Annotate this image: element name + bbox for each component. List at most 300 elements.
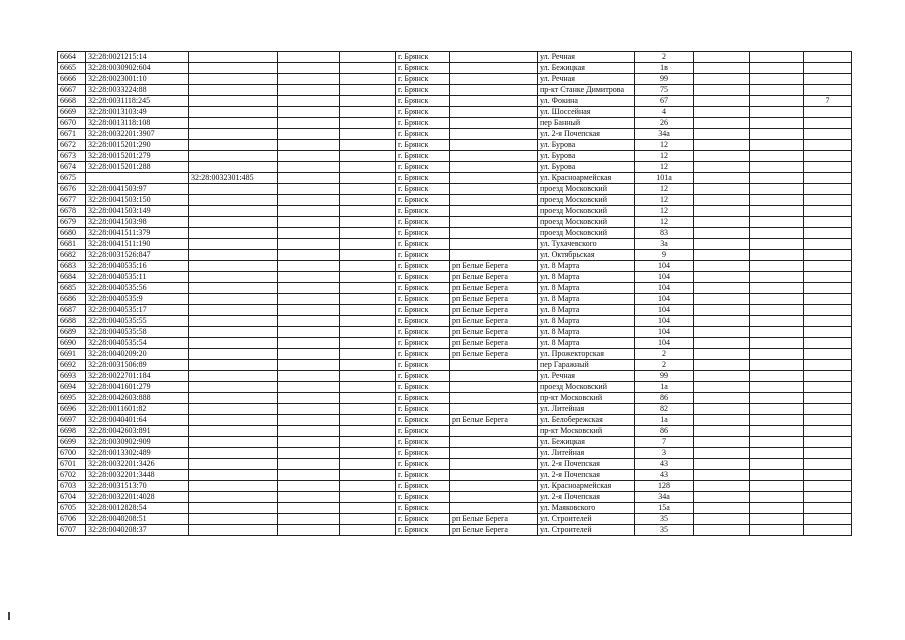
empty-cell bbox=[750, 338, 804, 349]
cadastral-number-cell: 32:28:0041503:150 bbox=[86, 195, 189, 206]
street-cell: ул. 8 Марта bbox=[538, 316, 635, 327]
empty-cell bbox=[750, 404, 804, 415]
alt-cadastral-number-cell bbox=[189, 52, 278, 63]
cadastral-number-cell: 32:28:0015201:279 bbox=[86, 151, 189, 162]
settlement-cell bbox=[450, 85, 538, 96]
extra-cell: 7 bbox=[804, 96, 852, 107]
street-cell: ул. Строителей bbox=[538, 525, 635, 536]
alt-cadastral-number-cell bbox=[189, 470, 278, 481]
extra-cell bbox=[804, 85, 852, 96]
table-row bbox=[58, 173, 852, 184]
alt-cadastral-number-cell bbox=[189, 448, 278, 459]
street-cell: ул. Литейная bbox=[538, 404, 635, 415]
extra-cell bbox=[804, 305, 852, 316]
empty-cell bbox=[694, 74, 750, 85]
empty-cell bbox=[278, 437, 340, 448]
table-row bbox=[58, 437, 852, 448]
street-cell: ул. Белобережская bbox=[538, 415, 635, 426]
empty-cell bbox=[694, 338, 750, 349]
house-cell: 15а bbox=[635, 503, 694, 514]
city-cell: г. Брянск bbox=[396, 151, 450, 162]
empty-cell bbox=[278, 184, 340, 195]
extra-cell bbox=[804, 63, 852, 74]
alt-cadastral-number-cell bbox=[189, 393, 278, 404]
city-cell: г. Брянск bbox=[396, 360, 450, 371]
street-cell: пр-кт Московский bbox=[538, 426, 635, 437]
house-cell: 75 bbox=[635, 85, 694, 96]
table-row bbox=[58, 63, 852, 74]
house-cell: 3 bbox=[635, 448, 694, 459]
house-cell: 2 bbox=[635, 360, 694, 371]
empty-cell bbox=[750, 217, 804, 228]
house-cell: 67 bbox=[635, 96, 694, 107]
empty-cell bbox=[750, 448, 804, 459]
house-cell: 35 bbox=[635, 525, 694, 536]
empty-cell bbox=[340, 129, 396, 140]
street-cell: ул. Бежицкая bbox=[538, 63, 635, 74]
row-number-cell: 6692 bbox=[58, 360, 86, 371]
empty-cell bbox=[694, 52, 750, 63]
empty-cell bbox=[340, 74, 396, 85]
empty-cell bbox=[278, 239, 340, 250]
empty-cell bbox=[750, 52, 804, 63]
street-cell: ул. 8 Марта bbox=[538, 283, 635, 294]
scan-edge-mark bbox=[8, 612, 10, 620]
empty-cell bbox=[750, 360, 804, 371]
city-cell: г. Брянск bbox=[396, 107, 450, 118]
alt-cadastral-number-cell bbox=[189, 85, 278, 96]
cadastral-number-cell: 32:28:0015201:290 bbox=[86, 140, 189, 151]
cadastral-number-cell: 32:28:0041503:98 bbox=[86, 217, 189, 228]
house-cell: 86 bbox=[635, 426, 694, 437]
alt-cadastral-number-cell bbox=[189, 162, 278, 173]
alt-cadastral-number-cell bbox=[189, 140, 278, 151]
row-number-cell: 6665 bbox=[58, 63, 86, 74]
table-row bbox=[58, 96, 852, 107]
alt-cadastral-number-cell bbox=[189, 129, 278, 140]
empty-cell bbox=[750, 173, 804, 184]
table-row bbox=[58, 52, 852, 63]
empty-cell bbox=[694, 316, 750, 327]
empty-cell bbox=[278, 151, 340, 162]
empty-cell bbox=[340, 481, 396, 492]
empty-cell bbox=[340, 272, 396, 283]
settlement-cell bbox=[450, 239, 538, 250]
empty-cell bbox=[694, 426, 750, 437]
row-number-cell: 6683 bbox=[58, 261, 86, 272]
extra-cell bbox=[804, 393, 852, 404]
cadastral-number-cell: 32:28:0040535:17 bbox=[86, 305, 189, 316]
row-number-cell: 6700 bbox=[58, 448, 86, 459]
empty-cell bbox=[750, 503, 804, 514]
house-cell: 104 bbox=[635, 283, 694, 294]
row-number-cell: 6671 bbox=[58, 129, 86, 140]
settlement-cell bbox=[450, 96, 538, 107]
cadastral-number-cell: 32:28:0041601:279 bbox=[86, 382, 189, 393]
empty-cell bbox=[340, 437, 396, 448]
city-cell: г. Брянск bbox=[396, 305, 450, 316]
cadastral-number-cell: 32:28:0032201:3448 bbox=[86, 470, 189, 481]
table-row bbox=[58, 360, 852, 371]
empty-cell bbox=[694, 96, 750, 107]
empty-cell bbox=[340, 492, 396, 503]
alt-cadastral-number-cell bbox=[189, 415, 278, 426]
extra-cell bbox=[804, 426, 852, 437]
row-number-cell: 6682 bbox=[58, 250, 86, 261]
row-number-cell: 6702 bbox=[58, 470, 86, 481]
empty-cell bbox=[694, 272, 750, 283]
empty-cell bbox=[694, 382, 750, 393]
alt-cadastral-number-cell bbox=[189, 294, 278, 305]
alt-cadastral-number-cell bbox=[189, 492, 278, 503]
extra-cell bbox=[804, 437, 852, 448]
empty-cell bbox=[750, 250, 804, 261]
street-cell: ул. 8 Марта bbox=[538, 272, 635, 283]
house-cell: 101а bbox=[635, 173, 694, 184]
extra-cell bbox=[804, 195, 852, 206]
extra-cell bbox=[804, 514, 852, 525]
empty-cell bbox=[340, 206, 396, 217]
extra-cell bbox=[804, 470, 852, 481]
table-row bbox=[58, 525, 852, 536]
alt-cadastral-number-cell bbox=[189, 272, 278, 283]
city-cell: г. Брянск bbox=[396, 470, 450, 481]
alt-cadastral-number-cell bbox=[189, 228, 278, 239]
extra-cell bbox=[804, 52, 852, 63]
settlement-cell: рп Белые Берега bbox=[450, 316, 538, 327]
extra-cell bbox=[804, 294, 852, 305]
settlement-cell: рп Белые Берега bbox=[450, 305, 538, 316]
settlement-cell: рп Белые Берега bbox=[450, 261, 538, 272]
settlement-cell bbox=[450, 426, 538, 437]
row-number-cell: 6705 bbox=[58, 503, 86, 514]
settlement-cell: рп Белые Берега bbox=[450, 294, 538, 305]
empty-cell bbox=[694, 294, 750, 305]
empty-cell bbox=[750, 481, 804, 492]
empty-cell bbox=[340, 118, 396, 129]
cadastral-number-cell: 32:28:0032201:4028 bbox=[86, 492, 189, 503]
empty-cell bbox=[340, 470, 396, 481]
settlement-cell bbox=[450, 250, 538, 261]
empty-cell bbox=[278, 63, 340, 74]
row-number-cell: 6677 bbox=[58, 195, 86, 206]
city-cell: г. Брянск bbox=[396, 239, 450, 250]
alt-cadastral-number-cell bbox=[189, 503, 278, 514]
empty-cell bbox=[340, 217, 396, 228]
settlement-cell: рп Белые Берега bbox=[450, 338, 538, 349]
empty-cell bbox=[340, 360, 396, 371]
empty-cell bbox=[750, 107, 804, 118]
row-number-cell: 6706 bbox=[58, 514, 86, 525]
city-cell: г. Брянск bbox=[396, 195, 450, 206]
row-number-cell: 6676 bbox=[58, 184, 86, 195]
street-cell: ул. Бурова bbox=[538, 162, 635, 173]
alt-cadastral-number-cell bbox=[189, 261, 278, 272]
empty-cell bbox=[750, 151, 804, 162]
alt-cadastral-number-cell bbox=[189, 338, 278, 349]
extra-cell bbox=[804, 129, 852, 140]
settlement-cell bbox=[450, 492, 538, 503]
table-row bbox=[58, 503, 852, 514]
table-row bbox=[58, 250, 852, 261]
table-row bbox=[58, 492, 852, 503]
empty-cell bbox=[340, 459, 396, 470]
table-row bbox=[58, 393, 852, 404]
cadastral-number-cell bbox=[86, 173, 189, 184]
empty-cell bbox=[278, 206, 340, 217]
house-cell: 2 bbox=[635, 52, 694, 63]
city-cell: г. Брянск bbox=[396, 448, 450, 459]
house-cell: 12 bbox=[635, 195, 694, 206]
house-cell: 7 bbox=[635, 437, 694, 448]
empty-cell bbox=[278, 140, 340, 151]
empty-cell bbox=[694, 437, 750, 448]
empty-cell bbox=[750, 162, 804, 173]
empty-cell bbox=[694, 283, 750, 294]
alt-cadastral-number-cell bbox=[189, 151, 278, 162]
table-row bbox=[58, 129, 852, 140]
empty-cell bbox=[278, 338, 340, 349]
empty-cell bbox=[750, 349, 804, 360]
city-cell: г. Брянск bbox=[396, 261, 450, 272]
settlement-cell bbox=[450, 360, 538, 371]
house-cell: 86 bbox=[635, 393, 694, 404]
empty-cell bbox=[694, 525, 750, 536]
house-cell: 128 bbox=[635, 481, 694, 492]
extra-cell bbox=[804, 283, 852, 294]
empty-cell bbox=[694, 151, 750, 162]
row-number-cell: 6707 bbox=[58, 525, 86, 536]
empty-cell bbox=[750, 228, 804, 239]
cadastral-number-cell: 32:28:0031513:70 bbox=[86, 481, 189, 492]
settlement-cell bbox=[450, 74, 538, 85]
empty-cell bbox=[750, 426, 804, 437]
row-number-cell: 6667 bbox=[58, 85, 86, 96]
house-cell: 82 bbox=[635, 404, 694, 415]
cadastral-number-cell: 32:28:0030902:604 bbox=[86, 63, 189, 74]
extra-cell bbox=[804, 481, 852, 492]
extra-cell bbox=[804, 349, 852, 360]
house-cell: 104 bbox=[635, 338, 694, 349]
city-cell: г. Брянск bbox=[396, 74, 450, 85]
empty-cell bbox=[278, 305, 340, 316]
alt-cadastral-number-cell bbox=[189, 74, 278, 85]
empty-cell bbox=[694, 162, 750, 173]
city-cell: г. Брянск bbox=[396, 492, 450, 503]
table-row bbox=[58, 371, 852, 382]
cadastral-number-cell: 32:28:0040401:64 bbox=[86, 415, 189, 426]
alt-cadastral-number-cell bbox=[189, 107, 278, 118]
empty-cell bbox=[694, 327, 750, 338]
settlement-cell: рп Белые Берега bbox=[450, 525, 538, 536]
empty-cell bbox=[278, 525, 340, 536]
settlement-cell bbox=[450, 437, 538, 448]
empty-cell bbox=[750, 382, 804, 393]
alt-cadastral-number-cell bbox=[189, 316, 278, 327]
house-cell: 99 bbox=[635, 371, 694, 382]
empty-cell bbox=[340, 415, 396, 426]
empty-cell bbox=[694, 448, 750, 459]
extra-cell bbox=[804, 338, 852, 349]
empty-cell bbox=[750, 184, 804, 195]
house-cell: 12 bbox=[635, 217, 694, 228]
table-row bbox=[58, 514, 852, 525]
extra-cell bbox=[804, 459, 852, 470]
city-cell: г. Брянск bbox=[396, 349, 450, 360]
alt-cadastral-number-cell bbox=[189, 481, 278, 492]
street-cell: пр-кт Московский bbox=[538, 393, 635, 404]
empty-cell bbox=[750, 118, 804, 129]
extra-cell bbox=[804, 525, 852, 536]
city-cell: г. Брянск bbox=[396, 283, 450, 294]
cadastral-number-cell: 32:28:0013302:489 bbox=[86, 448, 189, 459]
cadastral-number-cell: 32:28:0040535:58 bbox=[86, 327, 189, 338]
empty-cell bbox=[750, 195, 804, 206]
extra-cell bbox=[804, 371, 852, 382]
street-cell: проезд Московский bbox=[538, 228, 635, 239]
row-number-cell: 6684 bbox=[58, 272, 86, 283]
alt-cadastral-number-cell bbox=[189, 426, 278, 437]
empty-cell bbox=[694, 195, 750, 206]
street-cell: проезд Московский bbox=[538, 217, 635, 228]
alt-cadastral-number-cell bbox=[189, 217, 278, 228]
empty-cell bbox=[694, 118, 750, 129]
empty-cell bbox=[278, 118, 340, 129]
row-number-cell: 6675 bbox=[58, 173, 86, 184]
empty-cell bbox=[278, 129, 340, 140]
empty-cell bbox=[278, 371, 340, 382]
empty-cell bbox=[340, 283, 396, 294]
empty-cell bbox=[340, 503, 396, 514]
settlement-cell bbox=[450, 195, 538, 206]
table-row bbox=[58, 294, 852, 305]
street-cell: пер Гаражный bbox=[538, 360, 635, 371]
empty-cell bbox=[278, 426, 340, 437]
street-cell: ул. Бурова bbox=[538, 140, 635, 151]
empty-cell bbox=[750, 437, 804, 448]
row-number-cell: 6694 bbox=[58, 382, 86, 393]
row-number-cell: 6696 bbox=[58, 404, 86, 415]
street-cell: ул. Литейная bbox=[538, 448, 635, 459]
city-cell: г. Брянск bbox=[396, 294, 450, 305]
settlement-cell bbox=[450, 206, 538, 217]
empty-cell bbox=[278, 316, 340, 327]
row-number-cell: 6670 bbox=[58, 118, 86, 129]
settlement-cell bbox=[450, 481, 538, 492]
alt-cadastral-number-cell bbox=[189, 404, 278, 415]
empty-cell bbox=[694, 261, 750, 272]
street-cell: проезд Московский bbox=[538, 195, 635, 206]
house-cell: 9 bbox=[635, 250, 694, 261]
city-cell: г. Брянск bbox=[396, 404, 450, 415]
alt-cadastral-number-cell bbox=[189, 195, 278, 206]
empty-cell bbox=[340, 404, 396, 415]
row-number-cell: 6690 bbox=[58, 338, 86, 349]
extra-cell bbox=[804, 404, 852, 415]
empty-cell bbox=[750, 514, 804, 525]
city-cell: г. Брянск bbox=[396, 129, 450, 140]
empty-cell bbox=[750, 393, 804, 404]
table-row bbox=[58, 118, 852, 129]
empty-cell bbox=[278, 195, 340, 206]
city-cell: г. Брянск bbox=[396, 415, 450, 426]
alt-cadastral-number-cell bbox=[189, 118, 278, 129]
settlement-cell bbox=[450, 393, 538, 404]
cadastral-number-cell: 32:28:0023001:10 bbox=[86, 74, 189, 85]
street-cell: ул. Красноармейская bbox=[538, 481, 635, 492]
empty-cell bbox=[340, 294, 396, 305]
table-row bbox=[58, 217, 852, 228]
alt-cadastral-number-cell bbox=[189, 525, 278, 536]
cadastral-number-cell: 32:28:0042603:891 bbox=[86, 426, 189, 437]
empty-cell bbox=[750, 415, 804, 426]
empty-cell bbox=[694, 371, 750, 382]
extra-cell bbox=[804, 239, 852, 250]
empty-cell bbox=[340, 426, 396, 437]
house-cell: 2 bbox=[635, 349, 694, 360]
table-row bbox=[58, 448, 852, 459]
empty-cell bbox=[750, 272, 804, 283]
city-cell: г. Брянск bbox=[396, 481, 450, 492]
cadastral-number-cell: 32:28:0015201:288 bbox=[86, 162, 189, 173]
house-cell: 104 bbox=[635, 305, 694, 316]
cadastral-number-cell: 32:28:0040209:20 bbox=[86, 349, 189, 360]
street-cell: ул. Тухачевского bbox=[538, 239, 635, 250]
house-cell: 12 bbox=[635, 151, 694, 162]
street-cell: пер Банный bbox=[538, 118, 635, 129]
alt-cadastral-number-cell bbox=[189, 63, 278, 74]
city-cell: г. Брянск bbox=[396, 96, 450, 107]
settlement-cell: рп Белые Берега bbox=[450, 349, 538, 360]
cadastral-number-cell: 32:28:0030902:909 bbox=[86, 437, 189, 448]
street-cell: ул. Маяковского bbox=[538, 503, 635, 514]
empty-cell bbox=[694, 228, 750, 239]
alt-cadastral-number-cell bbox=[189, 206, 278, 217]
house-cell: 43 bbox=[635, 459, 694, 470]
settlement-cell bbox=[450, 107, 538, 118]
empty-cell bbox=[278, 327, 340, 338]
settlement-cell bbox=[450, 470, 538, 481]
settlement-cell: рп Белые Берега bbox=[450, 283, 538, 294]
extra-cell bbox=[804, 272, 852, 283]
table-row bbox=[58, 272, 852, 283]
cadastral-number-cell: 32:28:0042603:888 bbox=[86, 393, 189, 404]
row-number-cell: 6672 bbox=[58, 140, 86, 151]
house-cell: 4 bbox=[635, 107, 694, 118]
empty-cell bbox=[340, 239, 396, 250]
house-cell: 12 bbox=[635, 184, 694, 195]
empty-cell bbox=[278, 228, 340, 239]
settlement-cell: рп Белые Берега bbox=[450, 272, 538, 283]
cadastral-number-cell: 32:28:0041503:97 bbox=[86, 184, 189, 195]
house-cell: 12 bbox=[635, 206, 694, 217]
empty-cell bbox=[278, 261, 340, 272]
extra-cell bbox=[804, 228, 852, 239]
settlement-cell bbox=[450, 448, 538, 459]
empty-cell bbox=[340, 184, 396, 195]
row-number-cell: 6668 bbox=[58, 96, 86, 107]
city-cell: г. Брянск bbox=[396, 206, 450, 217]
settlement-cell bbox=[450, 382, 538, 393]
city-cell: г. Брянск bbox=[396, 525, 450, 536]
empty-cell bbox=[694, 206, 750, 217]
empty-cell bbox=[278, 52, 340, 63]
row-number-cell: 6674 bbox=[58, 162, 86, 173]
city-cell: г. Брянск bbox=[396, 338, 450, 349]
cadastral-number-cell: 32:28:0040535:55 bbox=[86, 316, 189, 327]
city-cell: г. Брянск bbox=[396, 250, 450, 261]
empty-cell bbox=[278, 481, 340, 492]
